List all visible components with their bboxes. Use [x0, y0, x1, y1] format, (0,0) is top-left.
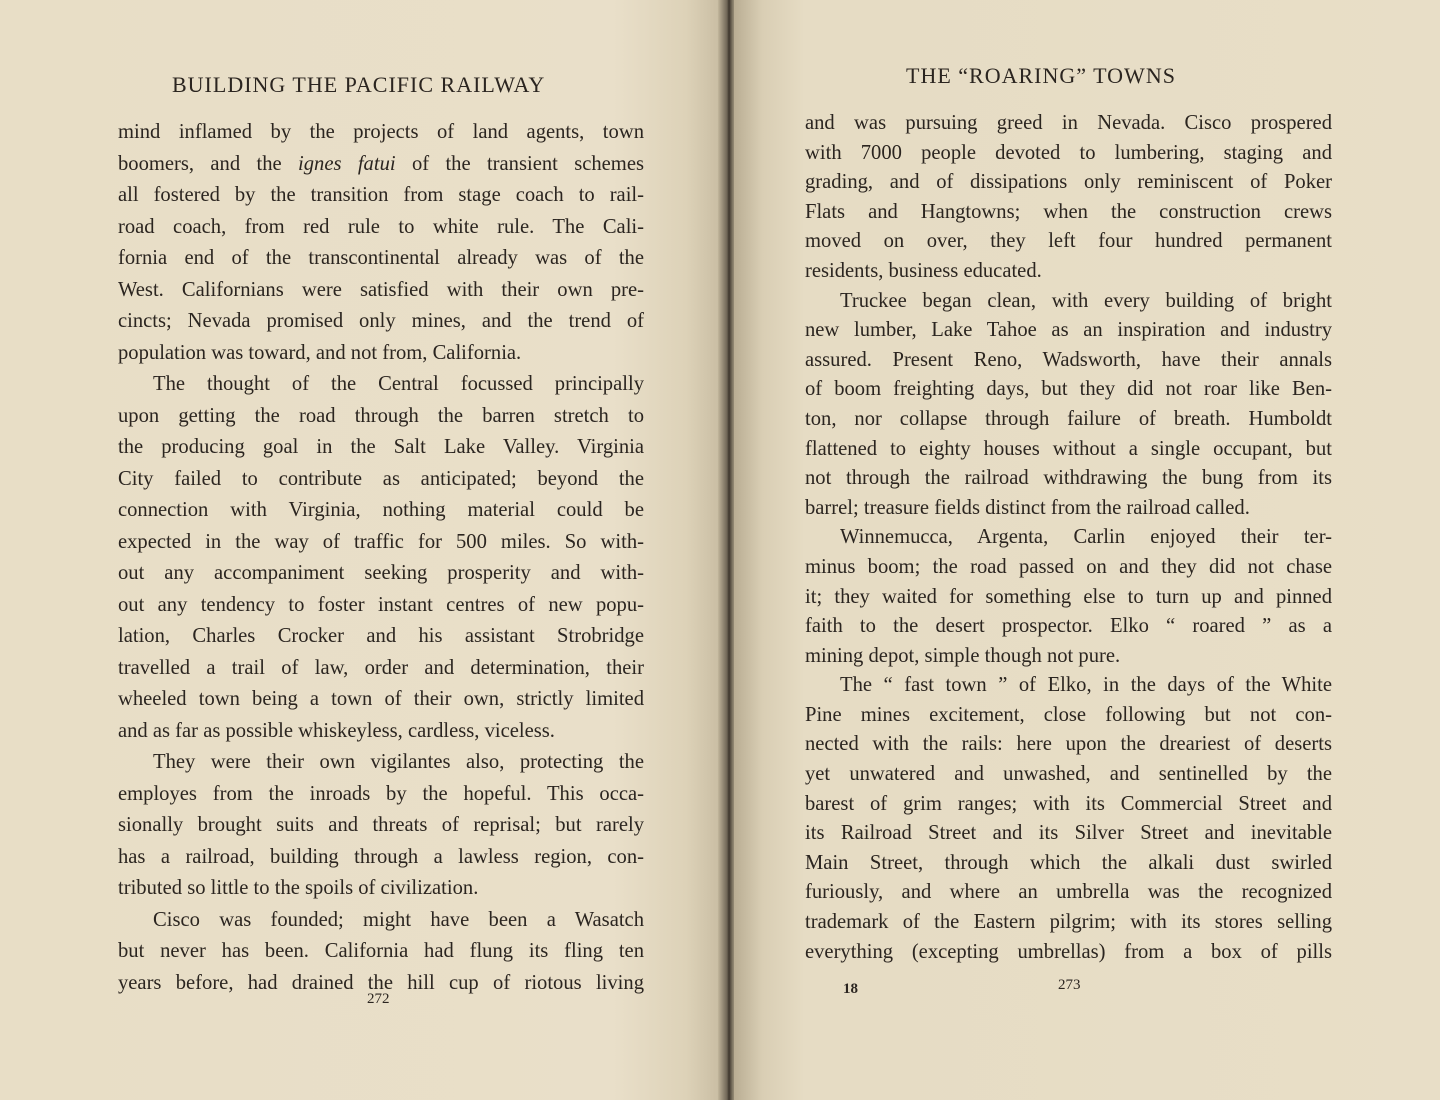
text-line: City failed to contribute as anticipated; beyond the: [118, 467, 644, 490]
text-line: mining depot, simple though not pure.: [805, 644, 1121, 667]
text-line: nected with the rails: here upon the dreariest of deserts: [805, 733, 1332, 756]
text-line: but never has been. California had flung its fling ten: [118, 940, 644, 962]
right-page: [734, 0, 1440, 1100]
text-line: fornia end of the transcontinental already was of the: [118, 247, 644, 269]
text-line: out any tendency to foster instant centres of new popu-: [118, 593, 644, 616]
text-line: it; they waited for something else to turn up and pinned: [805, 585, 1332, 608]
text-line: Flats and Hangtowns; when the construction crews: [805, 200, 1332, 223]
text-line: sionally brought suits and threats of reprisal; but rarely: [118, 814, 644, 836]
text-line: has a railroad, building through a lawless region, con-: [118, 845, 644, 868]
text-line: minus boom; the road passed on and they did not chase: [805, 555, 1332, 578]
text-line: population was toward, and not from, California.: [118, 341, 522, 364]
text-line: travelled a trail of law, order and determination, their: [118, 656, 644, 679]
text-line: Main Street, through which the alkali dust swirled: [805, 851, 1332, 874]
text-line: furiously, and where an umbrella was the recognized: [805, 881, 1332, 904]
text-line: tributed so little to the spoils of civilization.: [118, 877, 479, 899]
text-line: residents, business educated.: [805, 259, 1042, 282]
text-line: Winnemucca, Argenta, Carlin enjoyed their ter-: [840, 526, 1332, 549]
text-line: They were their own vigilantes also, protecting the: [153, 751, 644, 773]
text-line: flattened to eighty houses without a single occupant, but: [805, 437, 1332, 460]
text-line: trademark of the Eastern pilgrim; with its stores selling: [805, 911, 1332, 934]
text-line: of boom freighting days, but they did not roar like Ben-: [805, 378, 1332, 401]
page-number: 272: [367, 991, 390, 1007]
text-line: and was pursuing greed in Nevada. Cisco prospered: [805, 112, 1332, 134]
text-line: barest of grim ranges; with its Commercial Street and: [805, 792, 1332, 815]
text-line: out any accompaniment seeking prosperity and with-: [118, 562, 644, 584]
text-line: not through the railroad withdrawing the bung from its: [805, 467, 1332, 490]
text-line: The thought of the Central focussed principally: [153, 373, 644, 395]
text-line: lation, Charles Crocker and his assistant Strobridge: [118, 625, 644, 647]
text-line: Truckee began clean, with every building of bright: [840, 289, 1332, 312]
text-line: grading, and of dissipations only reminiscent of Poker: [805, 171, 1332, 194]
text-line: assured. Present Reno, Wadsworth, have their annals: [805, 348, 1332, 371]
text-line: upon getting the road through the barren stretch to: [118, 404, 644, 427]
text-line: the producing goal in the Salt Lake Valley. Virginia: [118, 436, 644, 458]
text-line: everything (excepting umbrellas) from a box of pills: [805, 940, 1332, 963]
text-line: mind inflamed by the projects of land agents, town: [118, 121, 644, 143]
text-line: all fostered by the transition from stage coach to rail-: [118, 184, 644, 206]
text-line: with 7000 people devoted to lumbering, staging and: [805, 141, 1332, 164]
text-line: employes from the inroads by the hopeful. This occa-: [118, 782, 644, 805]
text-line: road coach, from red rule to white rule. The Cali-: [118, 215, 644, 238]
text-line: West. Californians were satisfied with their own pre-: [118, 278, 644, 301]
text-line: years before, had drained the hill cup of riotous living: [118, 971, 644, 994]
text-line: its Railroad Street and its Silver Street and inevitable: [805, 822, 1332, 845]
italic-phrase: ignes fatui: [298, 152, 396, 175]
signature-mark: 18: [843, 981, 858, 997]
running-head: THE “ROARING” TOWNS: [906, 63, 1176, 88]
text-line: ton, nor collapse through failure of breath. Humboldt: [805, 407, 1332, 430]
text-line: faith to the desert prospector. Elko “ roared ” as a: [805, 615, 1332, 638]
text-line: The “ fast town ” of Elko, in the days of the White: [840, 674, 1332, 697]
text-line: and as far as possible whiskeyless, cardless, viceless.: [118, 719, 555, 742]
text-line: barrel; treasure fields distinct from the railroad called.: [805, 496, 1250, 519]
text-line: yet unwatered and unwashed, and sentinelled by the: [805, 763, 1332, 786]
text-line: cincts; Nevada promised only mines, and the trend of: [118, 310, 644, 332]
text-line: Cisco was founded; might have been a Wasatch: [153, 908, 644, 931]
running-head: BUILDING THE PACIFIC RAILWAY: [172, 72, 546, 97]
page-body: [118, 117, 644, 999]
text-line: wheeled town being a town of their own, strictly limited: [118, 688, 644, 710]
page-number: 273: [1058, 977, 1081, 993]
text-line: expected in the way of traffic for 500 miles. So with-: [118, 530, 644, 553]
page-body: [805, 109, 1332, 967]
text-line: boomers, and the ignes fatui of the transient schemes: [118, 152, 644, 175]
text-line: moved on over, they left four hundred permanent: [805, 230, 1332, 253]
text-line: connection with Virginia, nothing material could be: [118, 499, 644, 521]
text-line: new lumber, Lake Tahoe as an inspiration and industry: [805, 319, 1332, 342]
text-line: Pine mines excitement, close following but not con-: [805, 703, 1332, 726]
